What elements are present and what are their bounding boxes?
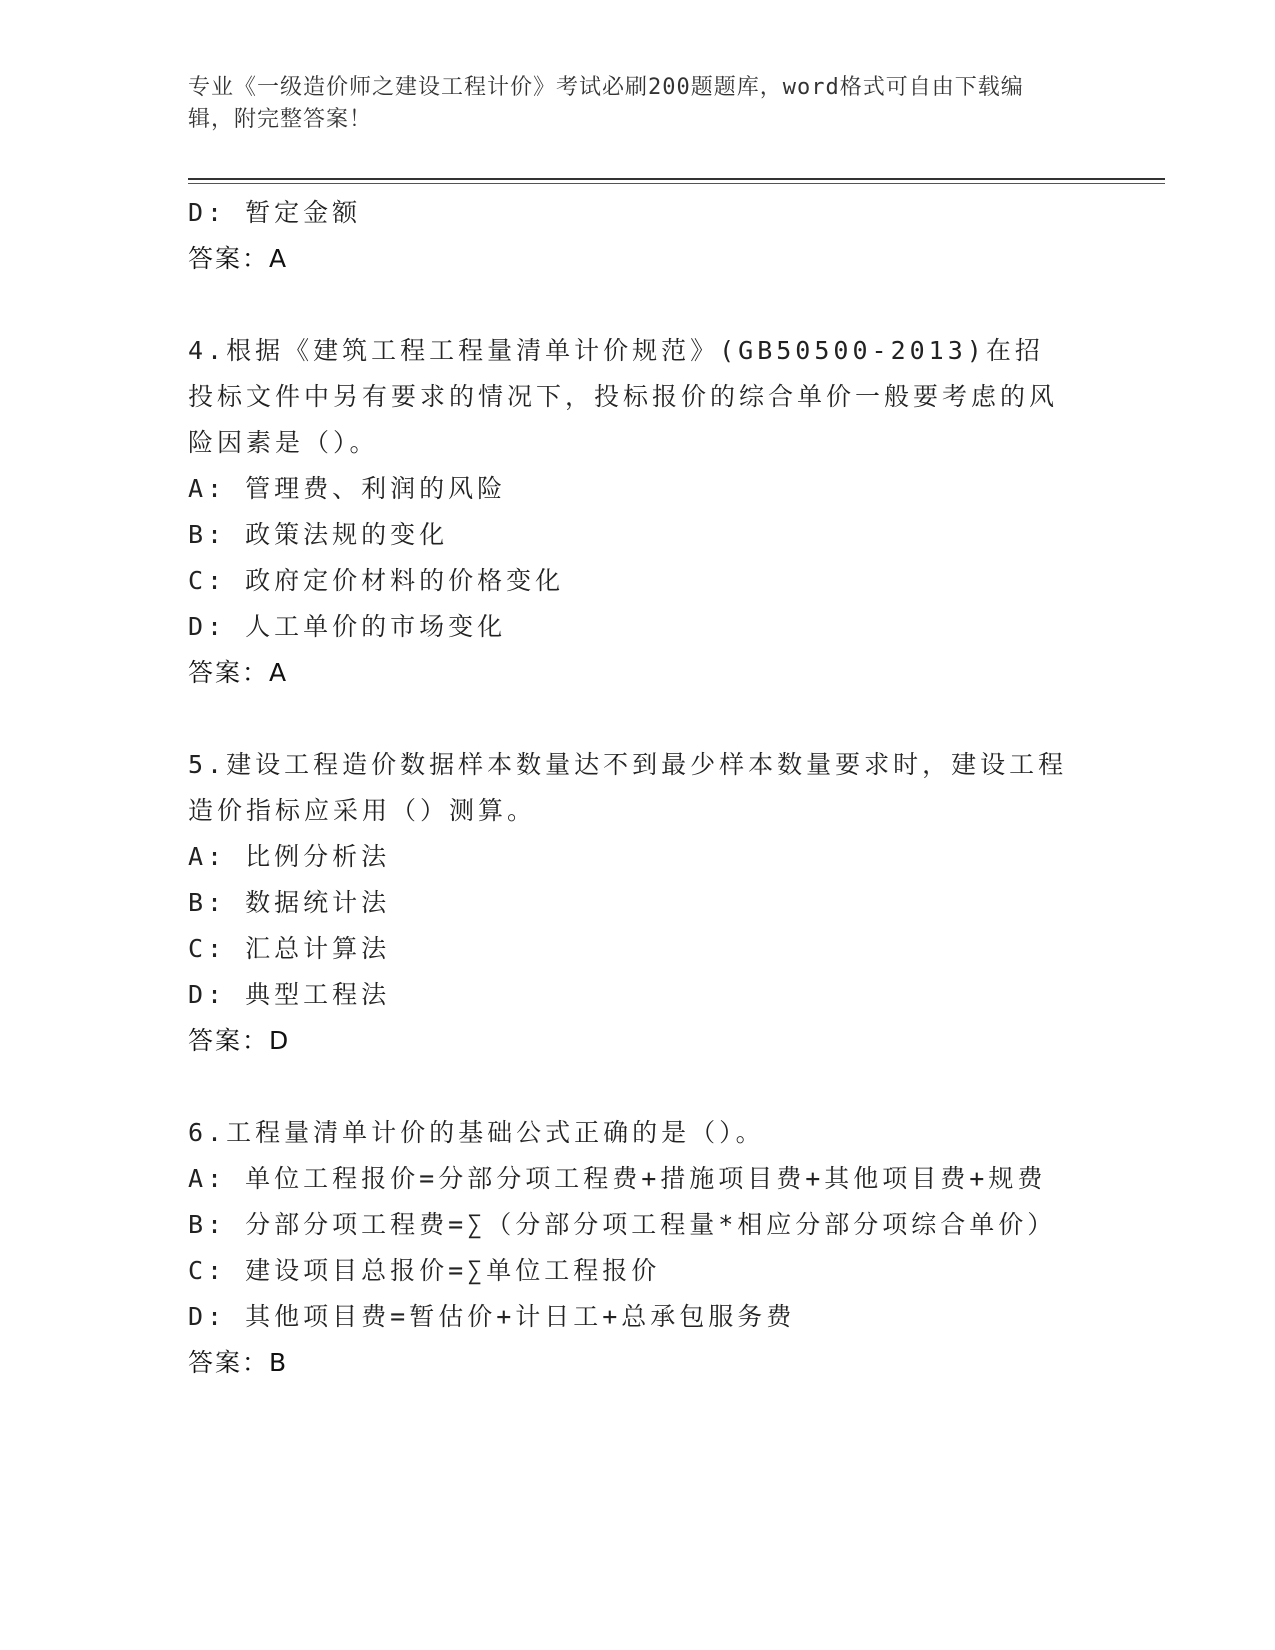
question-4 [188, 328, 1068, 696]
answer: 答案：A [188, 658, 289, 687]
option-d: D: 暂定金额 [188, 198, 362, 227]
option-b: B: 政策法规的变化 [188, 520, 449, 549]
option-d: D: 典型工程法 [188, 980, 391, 1009]
answer: 答案：A [188, 244, 289, 273]
option-a: A: 单位工程报价=分部分项工程费+措施项目费+其他项目费+规费 [188, 1164, 1047, 1193]
question-stem: 4.根据《建筑工程工程量清单计价规范》(GB50500-2013)在招投标文件中另有要求的情况下，投标报价的综合单价一般要考虑的风险因素是（）。 [188, 336, 1059, 457]
document-body [188, 190, 1068, 1386]
header-rule-thin [188, 183, 1165, 184]
header-rule-thick [188, 178, 1165, 180]
document-header: 专业《一级造价师之建设工程计价》考试必刷200题题库，word格式可自由下载编辑，附完整答案！ [188, 75, 1024, 132]
option-c: C: 汇总计算法 [188, 934, 391, 963]
option-b: B: 数据统计法 [188, 888, 391, 917]
answer: 答案：B [188, 1348, 289, 1377]
option-d: D: 其他项目费=暂估价+计日工+总承包服务费 [188, 1302, 796, 1331]
option-a: A: 比例分析法 [188, 842, 391, 871]
option-c: C: 政府定价材料的价格变化 [188, 566, 565, 595]
question-stem: 5.建设工程造价数据样本数量达不到最少样本数量要求时，建设工程造价指标应采用（）测算。 [188, 750, 1068, 825]
question-stem: 6.工程量清单计价的基础公式正确的是（）。 [188, 1118, 765, 1147]
option-c: C: 建设项目总报价=∑单位工程报价 [188, 1256, 661, 1285]
question-6 [188, 1110, 1068, 1386]
question-5 [188, 742, 1068, 1064]
option-b: B: 分部分项工程费=∑（分部分项工程量*相应分部分项综合单价） [188, 1210, 1057, 1239]
option-d: D: 人工单价的市场变化 [188, 612, 507, 641]
option-a: A: 管理费、利润的风险 [188, 474, 507, 503]
prev-question-tail [188, 190, 1068, 282]
answer: 答案：D [188, 1026, 291, 1055]
